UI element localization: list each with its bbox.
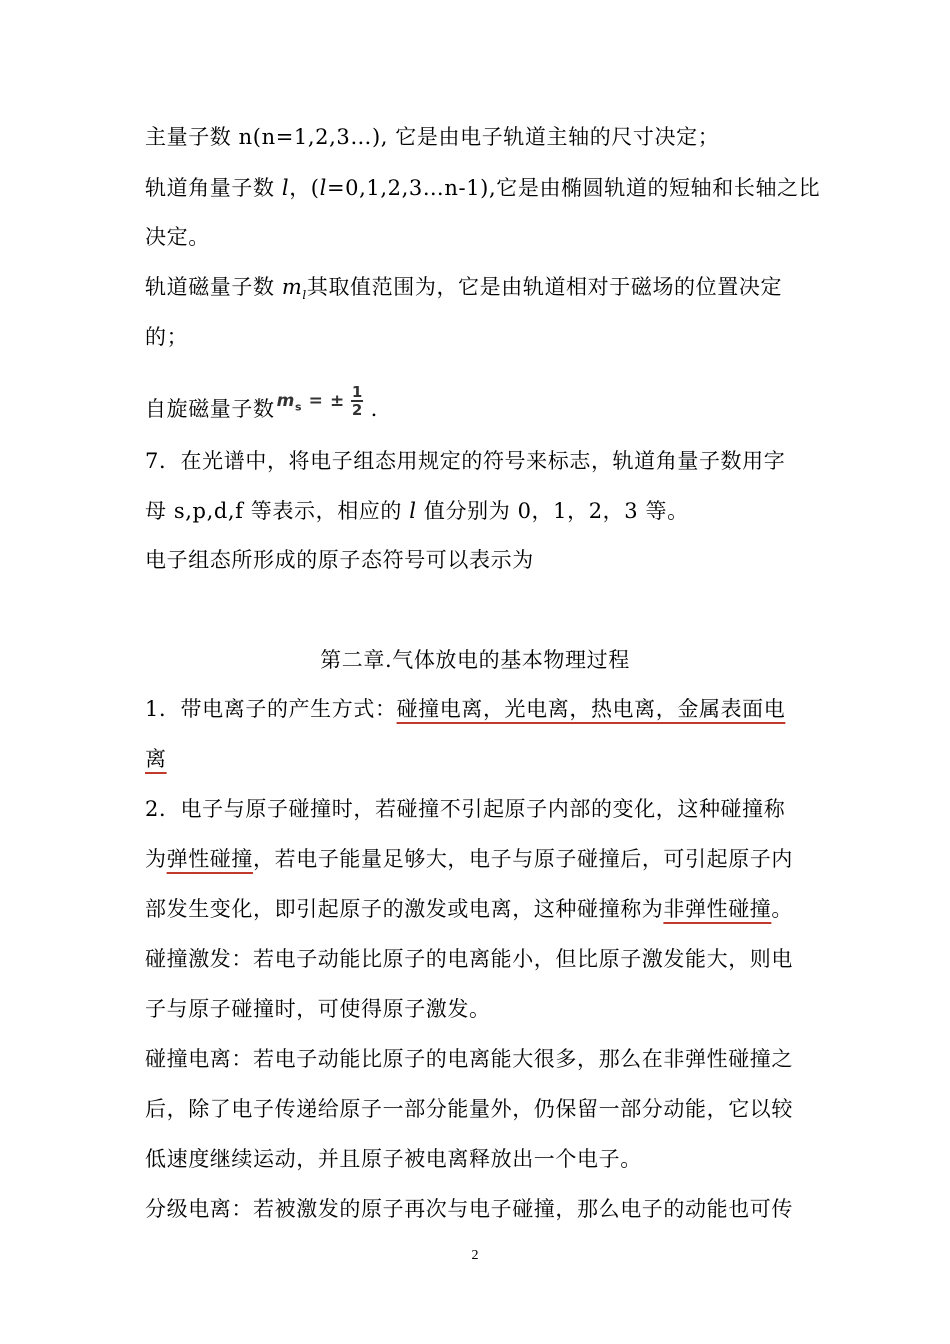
- spin-formula: $m_s$ = ± $\frac{1}{2}$: [276, 383, 363, 419]
- paragraph-magnetic-quantum-number-cont: 的；: [145, 325, 189, 349]
- paragraph-magnetic-quantum-number: 轨道磁量子数 $m_l$其取值范围为，它是由轨道相对于磁场的位置决定: [145, 275, 783, 303]
- paragraph-atomic-state-symbol: 电子组态所形成的原子态符号可以表示为: [145, 548, 534, 572]
- paragraph-orbital-quantum-number-cont: 决定。: [145, 225, 210, 249]
- paragraph-spectrum-notation: 7．在光谱中，将电子组态用规定的符号来标志，轨道角量子数用字: [145, 449, 786, 473]
- paragraph-collision-ionization-cont1: 后，除了电子传递给原子一部分能量外，仍保留一部分动能，它以较: [145, 1097, 793, 1121]
- paragraph-collision-ionization-cont2: 低速度继续运动，并且原子被电离释放出一个电子。: [145, 1147, 642, 1171]
- paragraph-spectrum-notation-cont: 母 s,p,d,f 等表示，相应的 l 值分别为 0，1，2，3 等。: [145, 499, 689, 523]
- paragraph-collision-types-cont2: 部发生变化，即引起原子的激发或电离，这种碰撞称为非弹性碰撞。: [145, 897, 794, 921]
- paragraph-collision-types: 2．电子与原子碰撞时，若碰撞不引起原子内部的变化，这种碰撞称: [145, 797, 786, 821]
- paragraph-collision-types-cont1: 为弹性碰撞，若电子能量足够大，电子与原子碰撞后，可引起原子内: [145, 847, 794, 871]
- paragraph-collision-ionization: 碰撞电离：若电子动能比原子的电离能大很多，那么在非弹性碰撞之: [145, 1047, 793, 1071]
- paragraph-collision-excitation: 碰撞激发：若电子动能比原子的电离能小，但比原子激发能大，则电: [145, 947, 793, 971]
- page-number: 2: [471, 1248, 479, 1263]
- chapter-title: 第二章.气体放电的基本物理过程: [320, 648, 630, 672]
- paragraph-collision-excitation-cont: 子与原子碰撞时，可使得原子激发。: [145, 997, 491, 1021]
- paragraph-stepwise-ionization: 分级电离：若被激发的原子再次与电子碰撞，那么电子的动能也可传: [145, 1197, 793, 1221]
- paragraph-ion-generation: 1．带电离子的产生方式：碰撞电离，光电离，热电离，金属表面电: [145, 697, 786, 721]
- paragraph-ion-generation-cont: 离: [145, 747, 167, 771]
- paragraph-spin-quantum-number: 自旋磁量子数 $m_s$ = ± $\frac{1}{2}$ .: [145, 383, 378, 421]
- paragraph-principal-quantum-number: 主量子数 n(n=1,2,3…), 它是由电子轨道主轴的尺寸决定；: [145, 125, 720, 149]
- fraction: $\frac{1}{2}$: [351, 383, 363, 419]
- paragraph-orbital-quantum-number: 轨道角量子数 l，(l=0,1,2,3…n-1),它是由椭圆轨道的短轴和长轴之比: [145, 176, 821, 200]
